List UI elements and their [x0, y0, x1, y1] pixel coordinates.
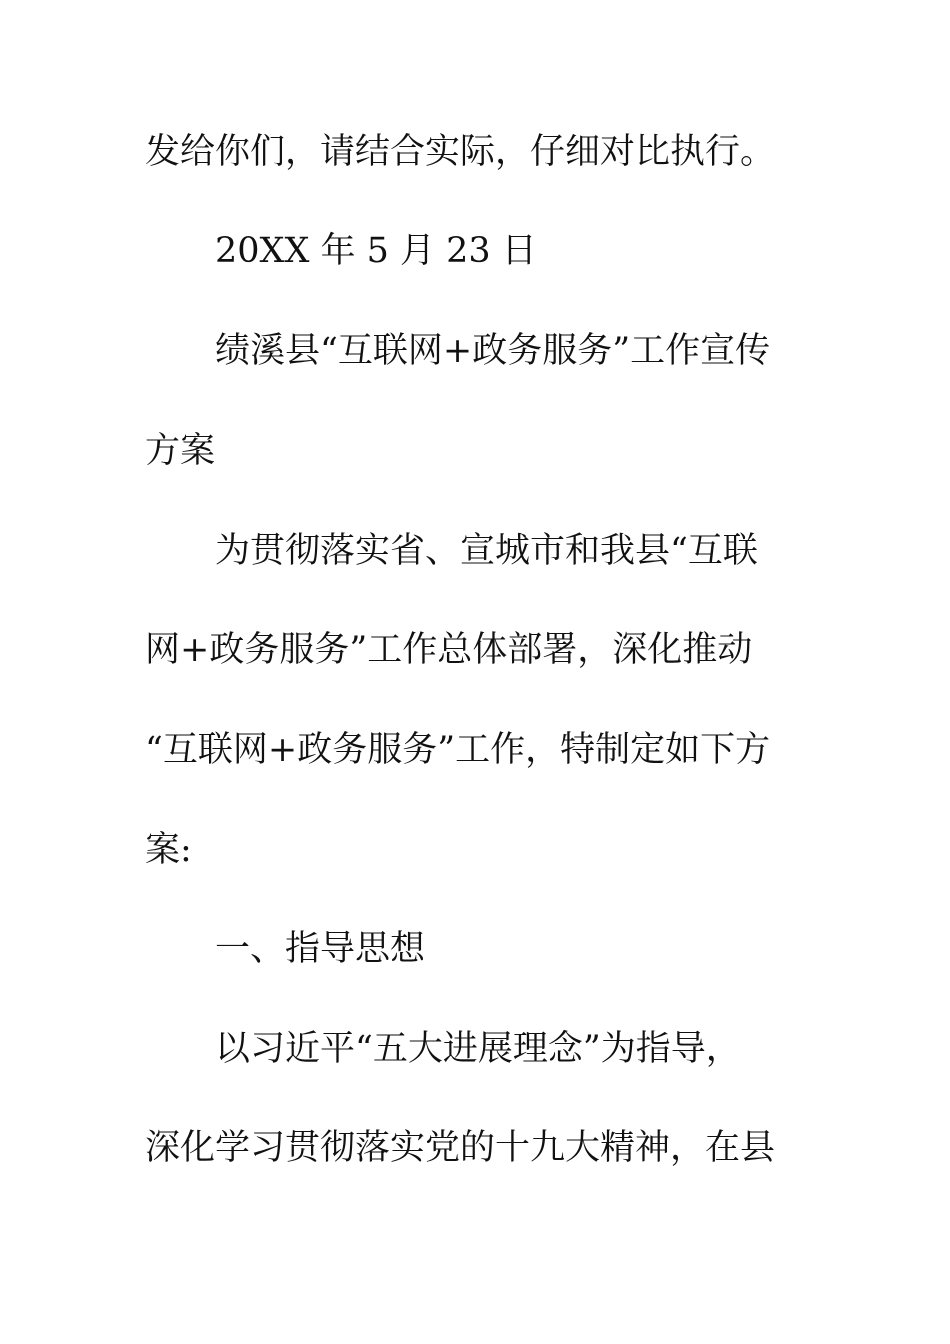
body-text-line: 发给你们，请结合实际，仔细对比执行。 [145, 132, 776, 172]
body-text-line: 案: [145, 830, 192, 870]
body-text-line: 以习近平“五大进展理念”为指导， [215, 1029, 741, 1069]
body-text-line: 深化学习贯彻落实党的十九大精神，在县 [145, 1128, 776, 1168]
section-heading: 一、指导思想 [215, 929, 426, 969]
date-line: 20XX 年 5 月 23 日 [215, 231, 537, 271]
body-text-line: 网+政务服务”工作总体部署，深化推动 [145, 630, 753, 670]
body-text-line: 为贯彻落实省、宣城市和我县“互联 [215, 531, 758, 571]
document-title-line: 绩溪县“互联网+政务服务”工作宣传 [215, 331, 771, 371]
document-title-line: 方案 [145, 431, 216, 471]
body-text-line: “互联网+政务服务”工作，特制定如下方 [145, 730, 771, 770]
